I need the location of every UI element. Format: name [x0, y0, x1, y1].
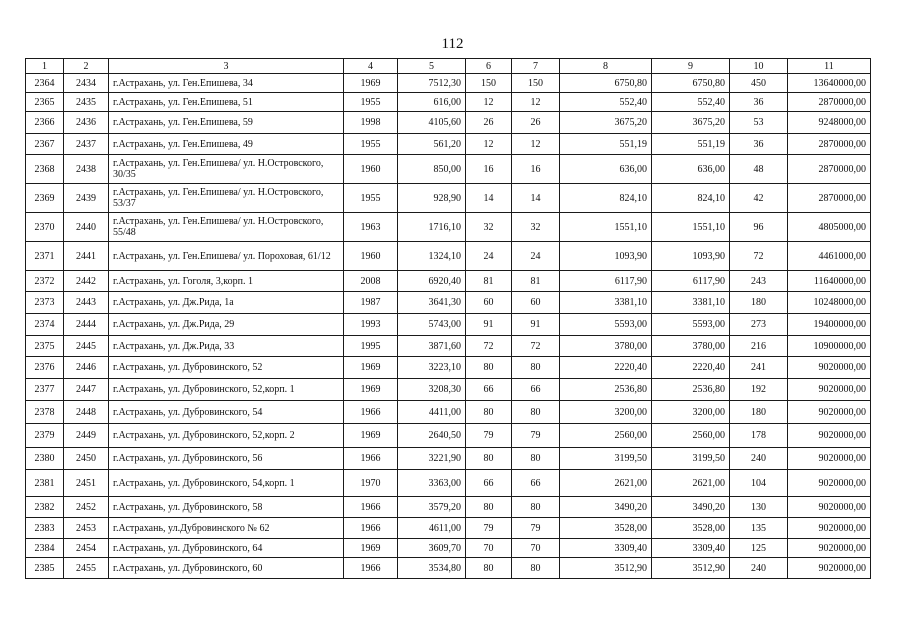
- cell-col-5: 3221,90: [398, 448, 466, 470]
- cell-col-11: 9020000,00: [788, 539, 871, 558]
- cell-address: г.Астрахань, ул. Дубровинского, 52,корп. 1: [109, 379, 344, 401]
- cell-address: г.Астрахань, ул. Дубровинского, 64: [109, 539, 344, 558]
- cell-col-9: 3675,20: [652, 112, 730, 134]
- cell-col-11: 2870000,00: [788, 134, 871, 155]
- table-row: [26, 93, 871, 112]
- cell-row-number: 2367: [26, 134, 64, 155]
- cell-col-8: 3200,00: [560, 401, 652, 424]
- cell-col-5: 4611,00: [398, 518, 466, 539]
- cell-col-9: 3780,00: [652, 336, 730, 357]
- cell-address: г.Астрахань, ул. Дубровинского, 52,корп. 2: [109, 424, 344, 448]
- cell-col-7: 32: [512, 213, 560, 242]
- cell-object-number: 2452: [64, 497, 109, 518]
- cell-col-11: 13640000,00: [788, 74, 871, 93]
- cell-object-number: 2445: [64, 336, 109, 357]
- table-row: [26, 74, 871, 93]
- column-header: 8: [560, 59, 652, 74]
- cell-col-9: 3200,00: [652, 401, 730, 424]
- cell-address: г.Астрахань, ул. Дж.Рида, 1а: [109, 292, 344, 314]
- table-row: [26, 401, 871, 424]
- cell-year: 1955: [344, 134, 398, 155]
- cell-row-number: 2385: [26, 558, 64, 579]
- cell-row-number: 2382: [26, 497, 64, 518]
- table-row: [26, 292, 871, 314]
- cell-col-8: 3490,20: [560, 497, 652, 518]
- cell-object-number: 2446: [64, 357, 109, 379]
- column-header: 11: [788, 59, 871, 74]
- table-row: [26, 518, 871, 539]
- cell-year: 1955: [344, 93, 398, 112]
- cell-col-11: 11640000,00: [788, 271, 871, 292]
- cell-col-5: 5743,00: [398, 314, 466, 336]
- cell-col-11: 9020000,00: [788, 401, 871, 424]
- cell-col-5: 7512,30: [398, 74, 466, 93]
- table-row: [26, 497, 871, 518]
- cell-col-9: 5593,00: [652, 314, 730, 336]
- cell-object-number: 2447: [64, 379, 109, 401]
- cell-year: 1993: [344, 314, 398, 336]
- cell-row-number: 2376: [26, 357, 64, 379]
- table-row: [26, 242, 871, 271]
- cell-col-10: 243: [730, 271, 788, 292]
- cell-col-8: 2560,00: [560, 424, 652, 448]
- cell-col-5: 4411,00: [398, 401, 466, 424]
- cell-col-10: 240: [730, 558, 788, 579]
- cell-address: г.Астрахань, ул. Ген.Епишева/ ул. Н.Островского, 53/37: [109, 184, 344, 213]
- cell-col-7: 91: [512, 314, 560, 336]
- cell-year: 2008: [344, 271, 398, 292]
- table-body: [26, 74, 871, 579]
- cell-col-9: 3528,00: [652, 518, 730, 539]
- cell-object-number: 2436: [64, 112, 109, 134]
- cell-col-10: 180: [730, 292, 788, 314]
- cell-col-11: 9020000,00: [788, 448, 871, 470]
- cell-col-8: 551,19: [560, 134, 652, 155]
- cell-row-number: 2369: [26, 184, 64, 213]
- cell-col-7: 150: [512, 74, 560, 93]
- cell-col-7: 80: [512, 357, 560, 379]
- cell-col-7: 14: [512, 184, 560, 213]
- cell-row-number: 2371: [26, 242, 64, 271]
- cell-year: 1966: [344, 518, 398, 539]
- cell-year: 1970: [344, 470, 398, 497]
- cell-col-10: 104: [730, 470, 788, 497]
- table-row: [26, 314, 871, 336]
- cell-col-8: 3512,90: [560, 558, 652, 579]
- cell-address: г.Астрахань, ул. Дубровинского, 52: [109, 357, 344, 379]
- cell-year: 1969: [344, 379, 398, 401]
- cell-col-5: 2640,50: [398, 424, 466, 448]
- cell-col-5: 1716,10: [398, 213, 466, 242]
- cell-col-10: 125: [730, 539, 788, 558]
- cell-object-number: 2442: [64, 271, 109, 292]
- column-header: 7: [512, 59, 560, 74]
- cell-year: 1966: [344, 448, 398, 470]
- cell-col-6: 80: [466, 401, 512, 424]
- cell-col-8: 2220,40: [560, 357, 652, 379]
- cell-row-number: 2375: [26, 336, 64, 357]
- cell-col-6: 14: [466, 184, 512, 213]
- cell-col-5: 1324,10: [398, 242, 466, 271]
- cell-col-6: 60: [466, 292, 512, 314]
- cell-year: 1998: [344, 112, 398, 134]
- cell-col-9: 552,40: [652, 93, 730, 112]
- cell-col-10: 178: [730, 424, 788, 448]
- cell-col-11: 10900000,00: [788, 336, 871, 357]
- cell-col-5: 3609,70: [398, 539, 466, 558]
- table-row: [26, 112, 871, 134]
- column-header: 10: [730, 59, 788, 74]
- cell-col-11: 10248000,00: [788, 292, 871, 314]
- cell-object-number: 2455: [64, 558, 109, 579]
- table-row: [26, 184, 871, 213]
- cell-col-6: 80: [466, 497, 512, 518]
- cell-col-5: 6920,40: [398, 271, 466, 292]
- cell-col-10: 42: [730, 184, 788, 213]
- cell-col-7: 72: [512, 336, 560, 357]
- cell-col-9: 2560,00: [652, 424, 730, 448]
- cell-col-6: 79: [466, 518, 512, 539]
- cell-address: г.Астрахань, ул. Ген.Епишева, 34: [109, 74, 344, 93]
- cell-object-number: 2437: [64, 134, 109, 155]
- cell-col-6: 79: [466, 424, 512, 448]
- cell-row-number: 2364: [26, 74, 64, 93]
- cell-col-7: 60: [512, 292, 560, 314]
- column-header: 5: [398, 59, 466, 74]
- cell-col-7: 16: [512, 155, 560, 184]
- cell-col-9: 3199,50: [652, 448, 730, 470]
- cell-year: 1969: [344, 539, 398, 558]
- table-row: [26, 470, 871, 497]
- cell-object-number: 2450: [64, 448, 109, 470]
- cell-col-9: 3309,40: [652, 539, 730, 558]
- column-header: 4: [344, 59, 398, 74]
- cell-col-10: 96: [730, 213, 788, 242]
- cell-row-number: 2381: [26, 470, 64, 497]
- cell-col-8: 3309,40: [560, 539, 652, 558]
- cell-col-10: 241: [730, 357, 788, 379]
- cell-object-number: 2453: [64, 518, 109, 539]
- cell-col-8: 636,00: [560, 155, 652, 184]
- cell-col-5: 3641,30: [398, 292, 466, 314]
- cell-col-6: 80: [466, 558, 512, 579]
- cell-col-7: 70: [512, 539, 560, 558]
- cell-address: г.Астрахань, ул. Ген.Епишева, 49: [109, 134, 344, 155]
- cell-col-6: 12: [466, 134, 512, 155]
- cell-col-10: 180: [730, 401, 788, 424]
- cell-year: 1995: [344, 336, 398, 357]
- cell-address: г.Астрахань, ул. Ген.Епишева/ ул. Н.Островского, 30/35: [109, 155, 344, 184]
- cell-col-7: 81: [512, 271, 560, 292]
- cell-col-6: 91: [466, 314, 512, 336]
- cell-object-number: 2441: [64, 242, 109, 271]
- cell-col-9: 636,00: [652, 155, 730, 184]
- cell-address: г.Астрахань, ул. Ген.Епишева/ ул. Пороховая, 61/12: [109, 242, 344, 271]
- cell-col-6: 16: [466, 155, 512, 184]
- cell-col-9: 2220,40: [652, 357, 730, 379]
- cell-row-number: 2384: [26, 539, 64, 558]
- cell-row-number: 2373: [26, 292, 64, 314]
- cell-col-11: 19400000,00: [788, 314, 871, 336]
- cell-col-11: 9020000,00: [788, 558, 871, 579]
- cell-col-8: 1093,90: [560, 242, 652, 271]
- table-header: [26, 59, 871, 74]
- cell-row-number: 2383: [26, 518, 64, 539]
- cell-col-5: 4105,60: [398, 112, 466, 134]
- cell-year: 1960: [344, 242, 398, 271]
- cell-col-5: 561,20: [398, 134, 466, 155]
- table-row: [26, 379, 871, 401]
- cell-object-number: 2448: [64, 401, 109, 424]
- column-header: 9: [652, 59, 730, 74]
- cell-col-9: 1551,10: [652, 213, 730, 242]
- cell-object-number: 2435: [64, 93, 109, 112]
- cell-year: 1987: [344, 292, 398, 314]
- cell-address: г.Астрахань, ул. Дж.Рида, 33: [109, 336, 344, 357]
- cell-col-7: 26: [512, 112, 560, 134]
- cell-col-11: 4461000,00: [788, 242, 871, 271]
- cell-object-number: 2449: [64, 424, 109, 448]
- cell-col-9: 551,19: [652, 134, 730, 155]
- cell-col-10: 192: [730, 379, 788, 401]
- table-row: [26, 155, 871, 184]
- cell-col-9: 824,10: [652, 184, 730, 213]
- column-header: 2: [64, 59, 109, 74]
- cell-col-8: 3675,20: [560, 112, 652, 134]
- cell-col-11: 9020000,00: [788, 470, 871, 497]
- cell-col-10: 53: [730, 112, 788, 134]
- cell-address: г.Астрахань, ул. Гоголя, 3,корп. 1: [109, 271, 344, 292]
- cell-col-11: 9020000,00: [788, 518, 871, 539]
- cell-col-10: 240: [730, 448, 788, 470]
- cell-row-number: 2372: [26, 271, 64, 292]
- cell-col-8: 3780,00: [560, 336, 652, 357]
- cell-row-number: 2370: [26, 213, 64, 242]
- cell-col-10: 72: [730, 242, 788, 271]
- cell-year: 1969: [344, 74, 398, 93]
- cell-object-number: 2451: [64, 470, 109, 497]
- cell-row-number: 2378: [26, 401, 64, 424]
- cell-object-number: 2440: [64, 213, 109, 242]
- cell-address: г.Астрахань, ул.Дубровинского № 62: [109, 518, 344, 539]
- cell-col-6: 80: [466, 357, 512, 379]
- cell-col-9: 3512,90: [652, 558, 730, 579]
- cell-col-9: 6750,80: [652, 74, 730, 93]
- cell-object-number: 2438: [64, 155, 109, 184]
- table-row: [26, 213, 871, 242]
- page-number: 112: [441, 36, 464, 52]
- cell-col-9: 6117,90: [652, 271, 730, 292]
- cell-row-number: 2374: [26, 314, 64, 336]
- cell-col-8: 6117,90: [560, 271, 652, 292]
- cell-row-number: 2379: [26, 424, 64, 448]
- cell-address: г.Астрахань, ул. Ген.Епишева, 51: [109, 93, 344, 112]
- cell-col-11: 9020000,00: [788, 424, 871, 448]
- cell-col-6: 32: [466, 213, 512, 242]
- cell-col-7: 24: [512, 242, 560, 271]
- cell-year: 1966: [344, 558, 398, 579]
- cell-object-number: 2439: [64, 184, 109, 213]
- cell-col-5: 928,90: [398, 184, 466, 213]
- cell-col-10: 36: [730, 93, 788, 112]
- cell-col-11: 2870000,00: [788, 93, 871, 112]
- table-row: [26, 539, 871, 558]
- cell-address: г.Астрахань, ул. Дубровинского, 56: [109, 448, 344, 470]
- cell-col-6: 66: [466, 379, 512, 401]
- cell-col-7: 79: [512, 518, 560, 539]
- cell-col-6: 12: [466, 93, 512, 112]
- cell-col-7: 80: [512, 448, 560, 470]
- cell-col-10: 48: [730, 155, 788, 184]
- cell-col-10: 135: [730, 518, 788, 539]
- cell-col-6: 70: [466, 539, 512, 558]
- table-row: [26, 357, 871, 379]
- cell-col-5: 3208,30: [398, 379, 466, 401]
- cell-col-5: 3871,60: [398, 336, 466, 357]
- cell-col-6: 72: [466, 336, 512, 357]
- cell-col-7: 79: [512, 424, 560, 448]
- cell-col-8: 552,40: [560, 93, 652, 112]
- header-row: [26, 59, 871, 74]
- cell-col-7: 80: [512, 497, 560, 518]
- cell-col-5: 3363,00: [398, 470, 466, 497]
- cell-col-7: 80: [512, 558, 560, 579]
- cell-col-11: 9020000,00: [788, 379, 871, 401]
- cell-object-number: 2454: [64, 539, 109, 558]
- cell-col-5: 616,00: [398, 93, 466, 112]
- cell-col-8: 1551,10: [560, 213, 652, 242]
- cell-col-10: 450: [730, 74, 788, 93]
- cell-year: 1969: [344, 357, 398, 379]
- cell-address: г.Астрахань, ул. Дубровинского, 60: [109, 558, 344, 579]
- table-row: [26, 424, 871, 448]
- cell-col-11: 9020000,00: [788, 357, 871, 379]
- cell-col-11: 9020000,00: [788, 497, 871, 518]
- cell-col-10: 130: [730, 497, 788, 518]
- cell-row-number: 2366: [26, 112, 64, 134]
- cell-row-number: 2380: [26, 448, 64, 470]
- cell-col-6: 26: [466, 112, 512, 134]
- cell-row-number: 2377: [26, 379, 64, 401]
- cell-col-7: 12: [512, 93, 560, 112]
- cell-col-7: 66: [512, 379, 560, 401]
- cell-col-11: 2870000,00: [788, 184, 871, 213]
- column-header: 1: [26, 59, 64, 74]
- cell-col-8: 2621,00: [560, 470, 652, 497]
- cell-col-8: 6750,80: [560, 74, 652, 93]
- cell-col-9: 3381,10: [652, 292, 730, 314]
- cell-year: 1955: [344, 184, 398, 213]
- cell-col-8: 3528,00: [560, 518, 652, 539]
- cell-col-11: 4805000,00: [788, 213, 871, 242]
- table-row: [26, 336, 871, 357]
- cell-year: 1960: [344, 155, 398, 184]
- cell-col-9: 1093,90: [652, 242, 730, 271]
- table-row: [26, 134, 871, 155]
- cell-col-6: 150: [466, 74, 512, 93]
- cell-col-5: 3579,20: [398, 497, 466, 518]
- cell-address: г.Астрахань, ул. Дубровинского, 54,корп. 1: [109, 470, 344, 497]
- cell-col-8: 3381,10: [560, 292, 652, 314]
- cell-object-number: 2434: [64, 74, 109, 93]
- cell-col-8: 5593,00: [560, 314, 652, 336]
- cell-col-9: 2536,80: [652, 379, 730, 401]
- cell-address: г.Астрахань, ул. Ген.Епишева, 59: [109, 112, 344, 134]
- cell-col-11: 2870000,00: [788, 155, 871, 184]
- cell-object-number: 2443: [64, 292, 109, 314]
- cell-col-5: 3534,80: [398, 558, 466, 579]
- cell-col-5: 850,00: [398, 155, 466, 184]
- table-row: [26, 271, 871, 292]
- cell-col-10: 216: [730, 336, 788, 357]
- table-row: [26, 448, 871, 470]
- cell-address: г.Астрахань, ул. Дж.Рида, 29: [109, 314, 344, 336]
- housing-register-table: [25, 58, 871, 579]
- cell-year: 1969: [344, 424, 398, 448]
- cell-row-number: 2365: [26, 93, 64, 112]
- cell-col-7: 12: [512, 134, 560, 155]
- cell-col-10: 36: [730, 134, 788, 155]
- cell-year: 1963: [344, 213, 398, 242]
- cell-col-6: 24: [466, 242, 512, 271]
- column-header: 6: [466, 59, 512, 74]
- cell-col-11: 9248000,00: [788, 112, 871, 134]
- cell-address: г.Астрахань, ул. Дубровинского, 54: [109, 401, 344, 424]
- cell-col-7: 66: [512, 470, 560, 497]
- cell-col-10: 273: [730, 314, 788, 336]
- cell-year: 1966: [344, 401, 398, 424]
- cell-col-5: 3223,10: [398, 357, 466, 379]
- cell-col-8: 3199,50: [560, 448, 652, 470]
- cell-col-8: 2536,80: [560, 379, 652, 401]
- cell-row-number: 2368: [26, 155, 64, 184]
- cell-col-8: 824,10: [560, 184, 652, 213]
- cell-col-9: 3490,20: [652, 497, 730, 518]
- cell-address: г.Астрахань, ул. Ген.Епишева/ ул. Н.Островского, 55/48: [109, 213, 344, 242]
- cell-col-7: 80: [512, 401, 560, 424]
- column-header: 3: [109, 59, 344, 74]
- cell-col-6: 80: [466, 448, 512, 470]
- table-row: [26, 558, 871, 579]
- cell-object-number: 2444: [64, 314, 109, 336]
- cell-col-9: 2621,00: [652, 470, 730, 497]
- cell-year: 1966: [344, 497, 398, 518]
- cell-address: г.Астрахань, ул. Дубровинского, 58: [109, 497, 344, 518]
- cell-col-6: 66: [466, 470, 512, 497]
- cell-col-6: 81: [466, 271, 512, 292]
